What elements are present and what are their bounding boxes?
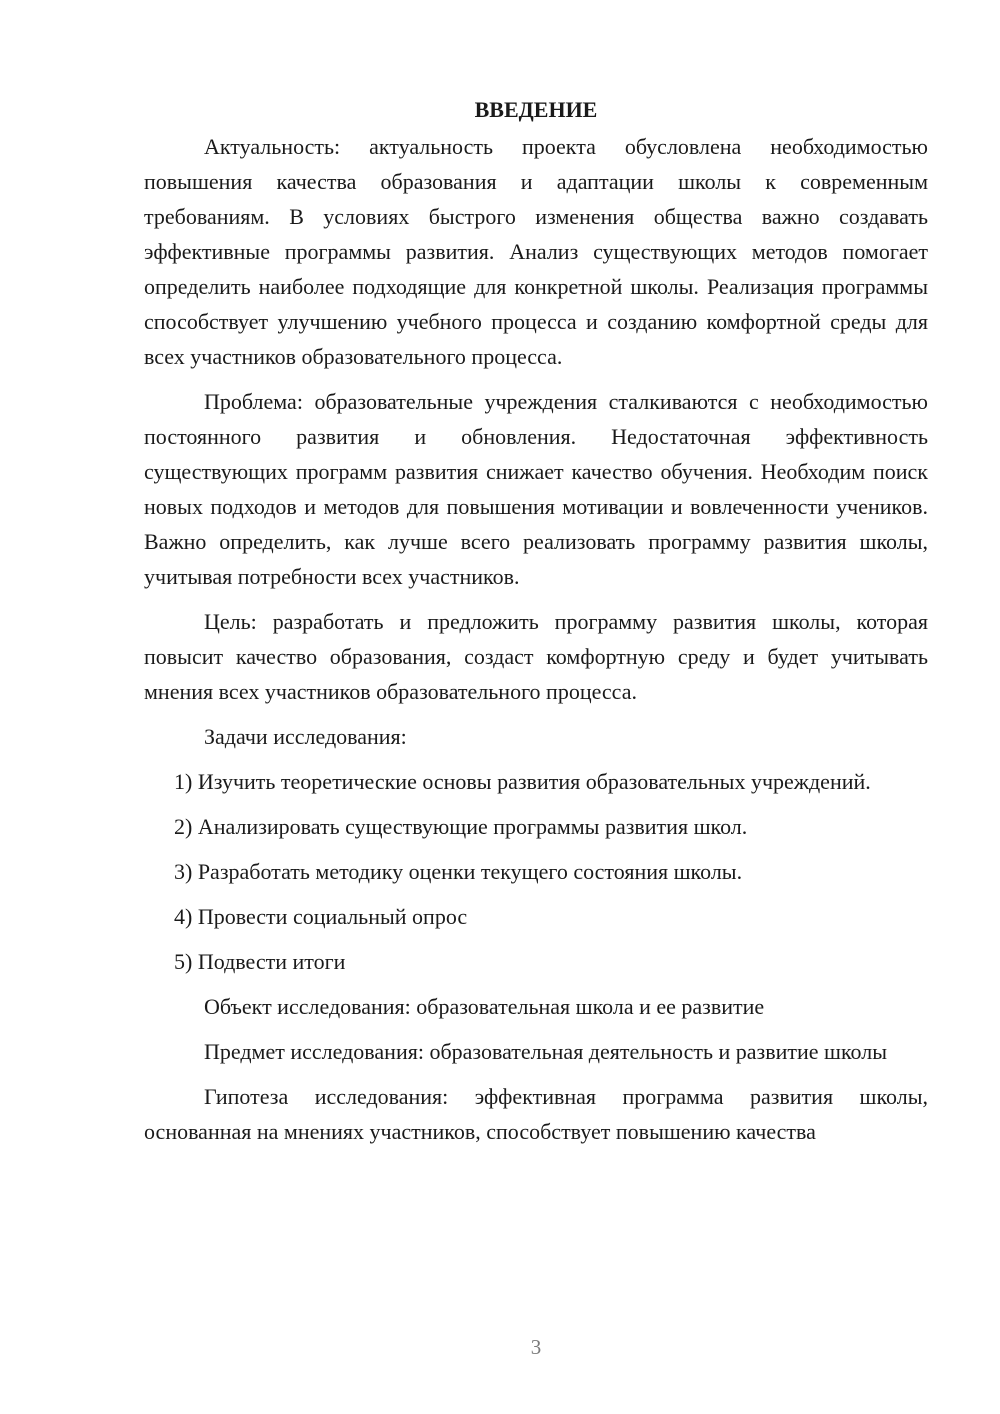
task-item-4: 4) Провести социальный опрос bbox=[174, 904, 468, 929]
paragraph-hypothesis: Гипотеза исследования: эффективная программа развития школы, основанная на мнениях участников, способствует повышению качества bbox=[144, 1084, 928, 1144]
page-number: 3 bbox=[530, 1335, 542, 1359]
task-item-1: 1) Изучить теоретические основы развития образовательных учреждений. bbox=[174, 769, 871, 794]
task-item-5: 5) Подвести итоги bbox=[174, 949, 346, 974]
paragraph-object: Объект исследования: образовательная школа и ее развитие bbox=[204, 994, 765, 1019]
paragraph-goal: Цель: разработать и предложить программу развития школы, которая повысит качество образования, создаст комфортную среду и будет учитывать мнения всех участников образовательного процесса. bbox=[144, 609, 928, 704]
paragraph-subject: Предмет исследования: образовательная деятельность и развитие школы bbox=[204, 1039, 888, 1064]
tasks-title: Задачи исследования: bbox=[204, 724, 407, 749]
task-item-2: 2) Анализировать существующие программы развития школ. bbox=[174, 814, 748, 839]
document-page bbox=[144, 92, 928, 1159]
paragraph-problem: Проблема: образовательные учреждения сталкиваются с необходимостью постоянного развития и обновления. Недостаточная эффективность существующих программ развития снижает качество обучения. Необходим поиск новых подходов и методов для повышения мотивации и вовлеченности учеников. Важно определить, как лучше всего реализовать программу развития школы, учитывая потребности всех участников. bbox=[144, 389, 928, 589]
task-item-3: 3) Разработать методику оценки текущего состояния школы. bbox=[174, 859, 743, 884]
paragraph-relevance: Актуальность: актуальность проекта обусловлена необходимостью повышения качества образования и адаптации школы к современным требованиям. В условиях быстрого изменения общества важно создавать эффективные программы развития. Анализ существующих методов помогает определить наиболее подходящие для конкретной школы. Реализация программы способствует улучшению учебного процесса и созданию комфортной среды для всех участников образовательного процесса. bbox=[144, 134, 928, 369]
section-heading: ВВЕДЕНИЕ bbox=[474, 97, 598, 122]
